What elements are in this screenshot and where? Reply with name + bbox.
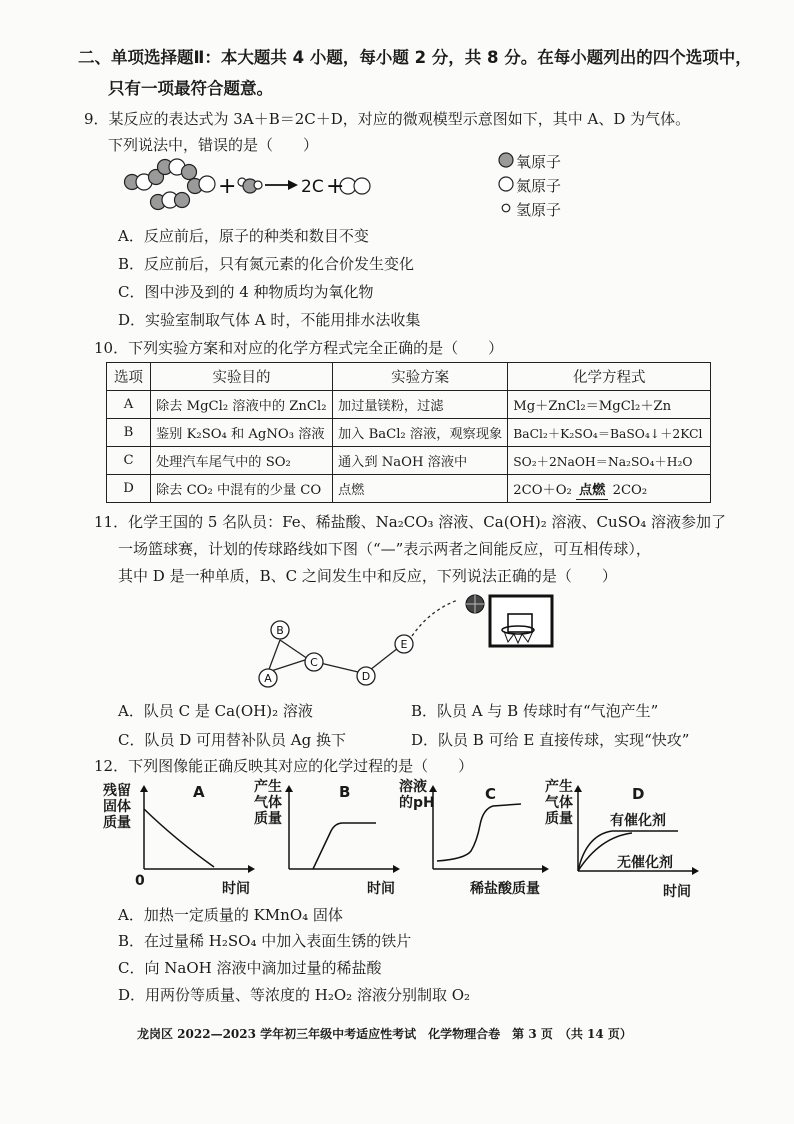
pass-route-diagram	[250, 590, 560, 690]
table-row	[107, 419, 711, 447]
chart-c-letter: C	[485, 785, 497, 803]
q10-stem: 10．下列实验方案和对应的化学方程式完全正确的是（ ）	[94, 339, 504, 357]
chart-c-plot	[425, 785, 550, 877]
player-b-label: B	[276, 624, 284, 637]
header-option: 选项	[107, 363, 151, 391]
legend-hydrogen: 氢原子	[516, 201, 562, 219]
oxygen-atom-icon	[499, 153, 513, 167]
series-without-catalyst: 无催化剂	[617, 855, 673, 871]
q12-option-c: C．向 NaOH 溶液中滴加过量的稀盐酸	[118, 959, 382, 977]
row-c-purpose: 处理汽车尾气中的 SO₂	[151, 447, 333, 475]
chart-b-plot	[281, 785, 401, 877]
nitrogen-atom-icon	[499, 177, 513, 191]
q12-stem: 12．下列图像能正确反映其对应的化学过程的是（ ）	[94, 757, 474, 775]
player-d-label: D	[361, 670, 371, 683]
q9-option-c: C．图中涉及到的 4 种物质均为氧化物	[118, 283, 374, 301]
section-heading-cont: 只有一项最符合题意。	[108, 79, 273, 98]
row-d-equation	[508, 475, 711, 503]
row-b-option: B	[107, 419, 151, 447]
chart-c-xlabel: 稀盐酸质量	[470, 881, 540, 897]
q12-option-b: B．在过量稀 H₂SO₄ 中加入表面生锈的铁片	[118, 932, 412, 950]
chart-c-curve	[437, 804, 521, 861]
row-a-option: A	[107, 391, 151, 419]
chart-d-curve-no-catalyst	[578, 833, 632, 871]
q11-stem: 11．化学王国的 5 名队员：Fe、稀盐酸、Na₂CO₃ 溶液、Ca(OH)₂ 溶液、CuSO₄ 溶液参加了	[94, 513, 727, 531]
basketball-hoop-icon	[490, 596, 552, 646]
q10-table	[106, 362, 711, 503]
chart-d-letter: D	[632, 785, 645, 803]
row-b-equation: BaCl₂＋K₂SO₄＝BaSO₄↓＋2KCl	[508, 419, 711, 447]
basketball-icon	[466, 595, 484, 613]
row-b-purpose: 鉴别 K₂SO₄ 和 AgNO₃ 溶液	[151, 419, 333, 447]
chart-d-curve-catalyst	[578, 831, 678, 871]
table-row	[107, 391, 711, 419]
chart-a-ylabel: 残留固体质量	[103, 783, 131, 831]
player-e-label: E	[400, 638, 408, 651]
q9-stem-2: 下列说法中，错误的是（ ）	[108, 136, 319, 154]
row-d-product: 2CO₂	[612, 483, 648, 498]
chart-b-ylabel: 产生气体质量	[254, 779, 282, 827]
chart-a-curve	[144, 809, 214, 867]
product-c-label: 2C	[301, 177, 324, 197]
row-d-reactants: 2CO＋O₂	[513, 483, 572, 498]
row-a-purpose: 除去 MgCl₂ 溶液中的 ZnCl₂	[151, 391, 333, 419]
row-a-equation: Mg＋ZnCl₂＝MgCl₂＋Zn	[508, 391, 711, 419]
chart-a-xlabel: 时间	[222, 881, 250, 897]
chart-d-ylabel: 产生气体质量	[545, 779, 573, 827]
chart-a-letter: A	[193, 783, 205, 801]
chart-a-plot	[136, 785, 256, 877]
q9-stem: 9．某反应的表达式为 3A＋B＝2C＋D，对应的微观模型示意图如下，其中 A、D 为气体。	[84, 110, 691, 128]
q11-option-a: A．队员 C 是 Ca(OH)₂ 溶液	[118, 702, 313, 720]
row-d-plan: 点燃	[333, 475, 508, 503]
legend-oxygen: 氧原子	[516, 153, 562, 171]
chart-d-xlabel: 时间	[663, 884, 691, 900]
q11-stem-2: 一场篮球赛，计划的传球路线如下图（“—”表示两者之间能反应，可互相传球），	[118, 540, 651, 558]
row-c-plan: 通入到 NaOH 溶液中	[333, 447, 508, 475]
q9-option-d: D．实验室制取气体 A 时，不能用排水法收集	[118, 311, 421, 329]
svg-text:+: +	[326, 174, 345, 199]
reaction-condition: 点燃	[576, 479, 608, 498]
hydrogen-atom-icon	[502, 204, 510, 212]
legend-nitrogen: 氮原子	[516, 177, 562, 195]
chart-b-curve	[313, 823, 376, 869]
table-row	[107, 475, 711, 503]
row-d-option: D	[107, 475, 151, 503]
row-c-equation: SO₂＋2NaOH＝Na₂SO₄＋H₂O	[508, 447, 711, 475]
chart-c-ylabel: 溶液的pH	[399, 779, 435, 811]
player-a-label: A	[264, 672, 272, 685]
table-row	[107, 447, 711, 475]
svg-text:+: +	[218, 174, 237, 199]
chart-b-xlabel: 时间	[367, 881, 395, 897]
table-header-row	[107, 363, 711, 391]
header-equation: 化学方程式	[508, 363, 711, 391]
page-footer: 龙岗区 2022—2023 学年初三年级中考适应性考试 化学物理合卷 第 3 页 （共 14 页）	[137, 1027, 632, 1041]
series-with-catalyst: 有催化剂	[610, 813, 666, 829]
header-purpose: 实验目的	[151, 363, 333, 391]
q11-option-d: D．队员 B 可给 E 直接传球，实现“快攻”	[411, 731, 690, 749]
row-c-option: C	[107, 447, 151, 475]
q9-option-a: A．反应前后，原子的种类和数目不变	[118, 227, 369, 245]
chart-b-letter: B	[339, 783, 351, 801]
player-c-label: C	[310, 656, 318, 669]
q11-stem-3: 其中 D 是一种单质，B、C 之间发生中和反应，下列说法正确的是（ ）	[118, 567, 617, 585]
q9-option-b: B．反应前后，只有氮元素的化合价发生变化	[118, 255, 415, 273]
row-a-plan: 加过量镁粉，过滤	[333, 391, 508, 419]
q12-option-a: A．加热一定质量的 KMnO₄ 固体	[118, 906, 343, 924]
section-heading: 二、单项选择题Ⅱ：本大题共 4 小题，每小题 2 分，共 8 分。在每小题列出的四个选项中，	[78, 48, 752, 67]
chart-d-plot	[570, 785, 700, 879]
row-d-purpose: 除去 CO₂ 中混有的少量 CO	[151, 475, 333, 503]
atom-legend-icons	[497, 151, 515, 221]
chart-a-origin: 0	[135, 873, 145, 889]
reaction-diagram	[118, 158, 388, 220]
q12-option-d: D．用两份等质量、等浓度的 H₂O₂ 溶液分别制取 O₂	[118, 986, 471, 1004]
row-b-plan: 加入 BaCl₂ 溶液，观察现象	[333, 419, 508, 447]
q11-option-c: C．队员 D 可用替补队员 Ag 换下	[118, 731, 347, 749]
header-plan: 实验方案	[333, 363, 508, 391]
q11-option-b: B．队员 A 与 B 传球时有“气泡产生”	[411, 702, 659, 720]
